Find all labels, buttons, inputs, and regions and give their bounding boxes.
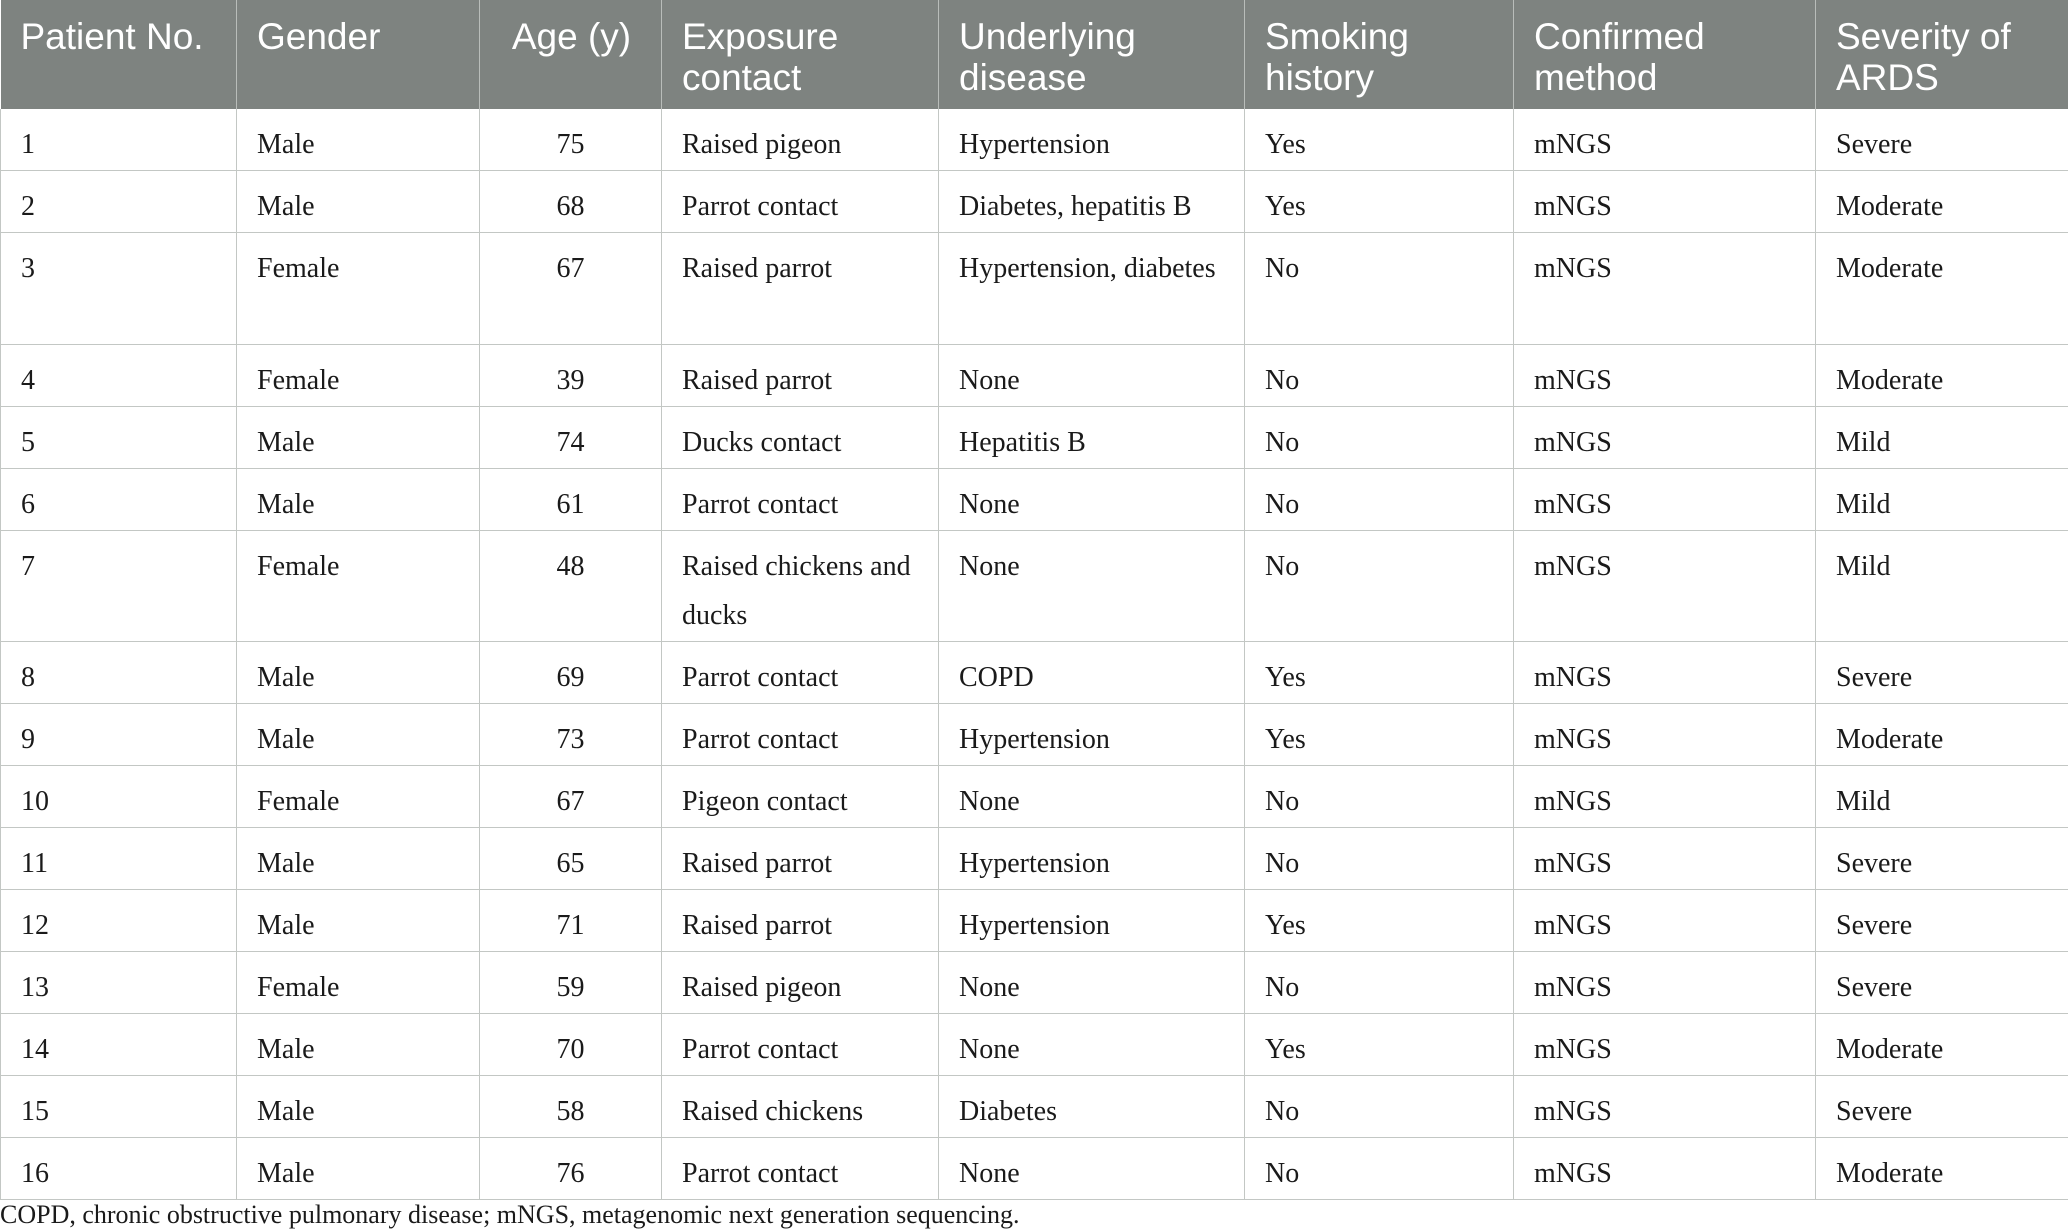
cell-exposure-contact: Parrot contact [662,1138,939,1200]
cell-age: 70 [480,1014,662,1076]
cell-patient-no: 9 [1,704,237,766]
cell-smoking-history: Yes [1245,109,1514,171]
cell-exposure-contact: Parrot contact [662,642,939,704]
cell-underlying-disease: Hypertension [939,704,1245,766]
cell-underlying-disease: None [939,468,1245,530]
cell-age: 48 [480,530,662,642]
cell-severity: Severe [1816,1076,2068,1138]
cell-underlying-disease: None [939,766,1245,828]
cell-patient-no: 16 [1,1138,237,1200]
cell-smoking-history: No [1245,468,1514,530]
cell-exposure-contact: Raised chickens and ducks [662,530,939,642]
cell-patient-no: 6 [1,468,237,530]
cell-smoking-history: No [1245,406,1514,468]
cell-patient-no: 14 [1,1014,237,1076]
cell-gender: Male [237,890,480,952]
table-row [1,233,2068,345]
cell-confirmed-method: mNGS [1514,642,1816,704]
cell-confirmed-method: mNGS [1514,109,1816,171]
header-exposure-contact: Exposure contact [662,0,939,109]
cell-severity: Moderate [1816,233,2068,345]
table-row [1,642,2068,704]
cell-exposure-contact: Parrot contact [662,1014,939,1076]
cell-smoking-history: No [1245,766,1514,828]
cell-smoking-history: Yes [1245,642,1514,704]
cell-patient-no: 8 [1,642,237,704]
table-header [1,0,2068,109]
cell-underlying-disease: None [939,1138,1245,1200]
cell-underlying-disease: None [939,530,1245,642]
cell-gender: Male [237,1014,480,1076]
header-confirmed-method: Confirmed method [1514,0,1816,109]
cell-underlying-disease: Hepatitis B [939,406,1245,468]
cell-confirmed-method: mNGS [1514,344,1816,406]
header-gender: Gender [237,0,480,109]
cell-underlying-disease: Hypertension [939,890,1245,952]
cell-age: 68 [480,171,662,233]
cell-patient-no: 12 [1,890,237,952]
cell-exposure-contact: Parrot contact [662,704,939,766]
cell-severity: Moderate [1816,344,2068,406]
cell-patient-no: 15 [1,1076,237,1138]
cell-severity: Moderate [1816,1014,2068,1076]
cell-smoking-history: No [1245,344,1514,406]
cell-smoking-history: Yes [1245,890,1514,952]
cell-gender: Male [237,406,480,468]
cell-gender: Male [237,468,480,530]
cell-smoking-history: No [1245,530,1514,642]
table-row [1,952,2068,1014]
cell-underlying-disease: Diabetes [939,1076,1245,1138]
cell-exposure-contact: Raised parrot [662,828,939,890]
table-row [1,1014,2068,1076]
cell-age: 74 [480,406,662,468]
cell-patient-no: 2 [1,171,237,233]
table-row [1,890,2068,952]
cell-smoking-history: No [1245,952,1514,1014]
cell-gender: Male [237,171,480,233]
cell-underlying-disease: None [939,1014,1245,1076]
cell-confirmed-method: mNGS [1514,704,1816,766]
cell-underlying-disease: Hypertension [939,828,1245,890]
cell-age: 71 [480,890,662,952]
table-row [1,468,2068,530]
cell-severity: Moderate [1816,171,2068,233]
cell-smoking-history: No [1245,233,1514,345]
cell-severity: Severe [1816,109,2068,171]
cell-confirmed-method: mNGS [1514,171,1816,233]
cell-exposure-contact: Raised pigeon [662,109,939,171]
cell-confirmed-method: mNGS [1514,530,1816,642]
table-row [1,109,2068,171]
cell-age: 69 [480,642,662,704]
table-row [1,1076,2068,1138]
cell-gender: Male [237,704,480,766]
cell-age: 67 [480,233,662,345]
cell-age: 59 [480,952,662,1014]
cell-underlying-disease: Hypertension [939,109,1245,171]
cell-severity: Severe [1816,642,2068,704]
table-row [1,344,2068,406]
cell-patient-no: 5 [1,406,237,468]
cell-age: 67 [480,766,662,828]
cell-smoking-history: No [1245,828,1514,890]
cell-age: 61 [480,468,662,530]
cell-severity: Moderate [1816,1138,2068,1200]
cell-confirmed-method: mNGS [1514,1014,1816,1076]
header-severity-of-ards: Severity of ARDS [1836,16,2011,98]
cell-severity: Mild [1816,468,2068,530]
cell-confirmed-method: mNGS [1514,1076,1816,1138]
cell-exposure-contact: Raised chickens [662,1076,939,1138]
cell-gender: Female [237,233,480,345]
cell-confirmed-method: mNGS [1514,468,1816,530]
cell-exposure-contact: Parrot contact [662,468,939,530]
cell-gender: Male [237,828,480,890]
cell-underlying-disease: None [939,952,1245,1014]
cell-age: 58 [480,1076,662,1138]
cell-underlying-disease: Diabetes, hepatitis B [939,171,1245,233]
header-smoking-history: Smoking history [1245,0,1514,109]
cell-gender: Female [237,530,480,642]
header-patient-no: Patient No. [1,0,237,109]
cell-exposure-contact: Raised parrot [662,344,939,406]
cell-patient-no: 13 [1,952,237,1014]
cell-smoking-history: No [1245,1138,1514,1200]
cell-smoking-history: Yes [1245,704,1514,766]
cell-severity: Moderate [1816,704,2068,766]
cell-smoking-history: Yes [1245,1014,1514,1076]
cell-gender: Male [237,1138,480,1200]
cell-patient-no: 7 [1,530,237,642]
cell-age: 73 [480,704,662,766]
table-body [1,109,2068,1200]
cell-confirmed-method: mNGS [1514,406,1816,468]
cell-smoking-history: No [1245,1076,1514,1138]
cell-exposure-contact: Raised pigeon [662,952,939,1014]
cell-age: 65 [480,828,662,890]
cell-confirmed-method: mNGS [1514,890,1816,952]
table-footnote: COPD, chronic obstructive pulmonary disease; mNGS, metagenomic next generation sequencing. [0,1200,1020,1229]
table-row [1,766,2068,828]
cell-smoking-history: Yes [1245,171,1514,233]
table-row [1,828,2068,890]
cell-age: 75 [480,109,662,171]
cell-patient-no: 1 [1,109,237,171]
header-underlying-disease: Underlying disease [939,0,1245,109]
header-age: Age (y) [480,0,662,109]
cell-confirmed-method: mNGS [1514,952,1816,1014]
cell-exposure-contact: Raised parrot [662,890,939,952]
cell-confirmed-method: mNGS [1514,1138,1816,1200]
table-row [1,171,2068,233]
cell-exposure-contact: Parrot contact [662,171,939,233]
cell-gender: Male [237,109,480,171]
cell-patient-no: 4 [1,344,237,406]
cell-patient-no: 10 [1,766,237,828]
cell-gender: Male [237,642,480,704]
cell-underlying-disease: None [939,344,1245,406]
cell-severity: Mild [1816,530,2068,642]
cell-age: 39 [480,344,662,406]
header-row [1,0,2068,109]
table-row [1,1138,2068,1200]
table-row [1,530,2068,642]
cell-gender: Male [237,1076,480,1138]
cell-confirmed-method: mNGS [1514,828,1816,890]
cell-severity: Severe [1816,828,2068,890]
cell-patient-no: 3 [1,233,237,345]
table-row [1,704,2068,766]
cell-severity: Severe [1816,890,2068,952]
cell-patient-no: 11 [1,828,237,890]
cell-gender: Female [237,766,480,828]
cell-underlying-disease: COPD [939,642,1245,704]
cell-age: 76 [480,1138,662,1200]
cell-severity: Mild [1816,766,2068,828]
cell-severity: Mild [1816,406,2068,468]
cell-exposure-contact: Pigeon contact [662,766,939,828]
cell-exposure-contact: Ducks contact [662,406,939,468]
cell-confirmed-method: mNGS [1514,233,1816,345]
table-row [1,406,2068,468]
cell-severity: Severe [1816,952,2068,1014]
cell-exposure-contact: Raised parrot [662,233,939,345]
cell-underlying-disease: Hypertension, diabetes [939,233,1245,345]
cell-gender: Female [237,344,480,406]
cell-confirmed-method: mNGS [1514,766,1816,828]
cell-gender: Female [237,952,480,1014]
